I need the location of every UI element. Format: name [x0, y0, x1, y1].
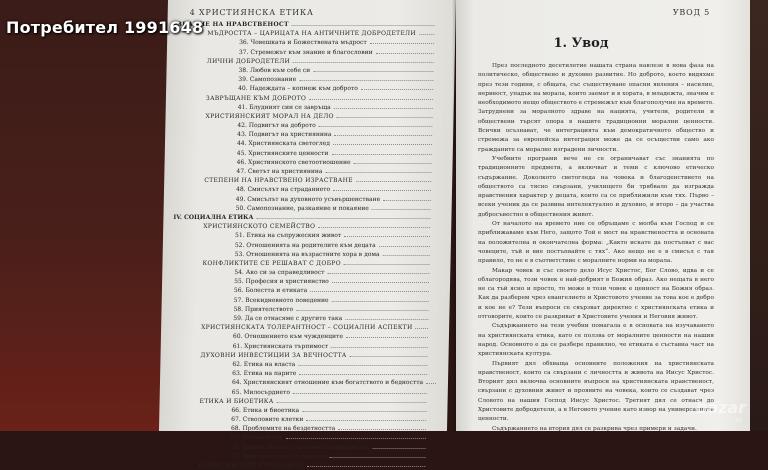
toc-line [170, 360, 440, 369]
toc-leader-dots [285, 438, 425, 439]
toc-leader-dots [383, 255, 430, 256]
toc-line [173, 250, 443, 259]
toc-line [176, 84, 446, 93]
toc-line [176, 94, 446, 103]
toc-line [177, 20, 447, 29]
toc-line [174, 185, 444, 194]
toc-line [173, 241, 443, 250]
toc-leader-dots [334, 135, 432, 136]
toc-entry-text: 57. Всекидневното поведение [233, 296, 329, 304]
toc-leader-dots [350, 356, 428, 357]
toc-leader-dots [313, 71, 433, 72]
toc-leader-dots [338, 429, 426, 430]
toc-entry-text: 63. Етика на парите [232, 370, 297, 378]
toc-line [168, 452, 438, 461]
toc-entry-text: 38. Любов към себе си [238, 66, 311, 74]
toc-leader-dots [302, 411, 426, 412]
toc-line [177, 29, 447, 38]
toc-line [173, 213, 443, 222]
toc-line [173, 231, 443, 240]
toc-leader-dots [332, 301, 429, 302]
toc-entry-text: ХРИСТИЯНСКИЯТ МОРАЛ НА ДЕЛО [205, 112, 334, 120]
toc-leader-dots [292, 25, 435, 26]
toc-entry-text: ХРИСТИЯНСКОТО СЕМЕЙСТВО [203, 223, 316, 231]
toc-entry-text: IV. СОЦИАЛНА ЕТИКА [173, 213, 254, 221]
right-page [456, 0, 750, 431]
toc-entry-text: СТЕПЕНИ НА НРАВСТВЕНО ИЗРАСТВАНЕ [204, 177, 353, 185]
toc-line [172, 277, 442, 286]
toc-leader-dots [331, 154, 431, 155]
toc-leader-dots [383, 200, 431, 201]
toc-line [172, 286, 442, 295]
table-of-contents [168, 20, 447, 470]
toc-line [171, 332, 441, 341]
toc-entry-text: 65. Милосърдието [231, 388, 291, 396]
toc-line [174, 167, 444, 176]
toc-entry-text: 36. Човешката и Божествената мъдрост [239, 39, 367, 47]
toc-entry-text: 53. Отношенията на възрастните хора в дома [234, 250, 380, 258]
toc-leader-dots [330, 457, 426, 458]
toc-line [171, 305, 441, 314]
toc-entry-text: 48. Смисълът на страданието [235, 186, 331, 194]
toc-line [170, 369, 440, 378]
toc-leader-dots [346, 337, 428, 338]
toc-entry-text: 56. Болестта и етиката [233, 287, 308, 295]
toc-entry-text: 50. Самопознание, разкаяние и покаяние [235, 204, 369, 212]
body-paragraph: Първият дял обхваща основните положения на християнската нравственост, които са свързани с личността и живота на Иисус Христос. Вторият дял включва основните въпроси на християнската нравственост, свързани с духовния живот и проявите на човека, които се създават чрез Словото на нашия Господ Иисус Христос. Третият дял се отнася до Христовите добродетели, а в Неговото учение като извор на универсалните ценности. [478, 360, 714, 423]
toc-entry-text: 69. Евтаназията [230, 434, 283, 442]
toc-entry-text: 66. Етика и биоетика [231, 406, 300, 414]
toc-leader-dots [379, 246, 430, 247]
toc-entry-text: 37. Стремежът към знание и благословии [238, 48, 373, 56]
toc-line [175, 158, 445, 167]
toc-leader-dots [299, 80, 433, 81]
toc-leader-dots [345, 319, 428, 320]
toc-line [171, 314, 441, 323]
toc-entry-text: ДУХОВНИ ИНВЕСТИЦИИ ЗА ВЕЧНОСТТА [200, 351, 347, 359]
toc-leader-dots [361, 89, 433, 90]
toc-leader-dots [318, 227, 430, 228]
toc-entry-text: 43. Подвигът на християнина [237, 131, 332, 139]
toc-leader-dots [310, 291, 429, 292]
toc-line [169, 415, 439, 424]
toc-leader-dots [307, 466, 425, 467]
toc-entry-text: 51. Етика на съпружеския живот [234, 232, 342, 240]
toc-entry-text: 68. Проблемите на бездетността [230, 425, 336, 433]
toc-line [172, 259, 442, 268]
toc-leader-dots [344, 236, 430, 237]
toc-entry-text: ЕТИКА И БИОЕТИКА [199, 397, 274, 405]
user-watermark: Потребител 1991648 [6, 18, 204, 37]
toc-entry-text: ЗАВРЪЩАНЕ КЪМ ДОБРОТО [205, 94, 307, 102]
toc-line [169, 424, 439, 433]
toc-leader-dots [376, 53, 434, 54]
background-right [750, 0, 768, 431]
toc-entry-text: 40. Надеждата – копнеж към доброто [238, 85, 359, 93]
toc-entry-text: 45. Християнските ценности [236, 149, 329, 157]
toc-line [168, 461, 438, 470]
toc-entry-text: 67. Стволовите клетки [231, 416, 304, 424]
toc-leader-dots [298, 365, 427, 366]
toc-entry-text: 41. Блудният син се завръща [237, 103, 331, 111]
toc-entry-text: 61. Християнската търпимост [232, 342, 329, 350]
body-paragraph: Съдържанието на тези учебни помагала е в основата на изучаването на християнската етика, като се ползва от моралните ценности на нашия народ. Основното е да се разбере правилно, че етиката е съставна част на християнската култура. [478, 323, 714, 358]
body-paragraph: Учебните програми вече не се ограничават със знанията по традиционните предмети, а включват и теми с ключово етическо съдържание. Доколкото светогледа на човека и благоденствието на обществото са тясно свързани, училището би трябвало да изгражда нравствения характер у децата, които са се приближили към тях. Първо – всеки ученик да се развива интелектуално и духовно, и второ – да участва добросъвестно в обществения живот. [478, 155, 714, 218]
toc-entry-text: 55. Професия и християнство [234, 278, 329, 286]
body-text [478, 62, 714, 434]
toc-line [175, 112, 445, 121]
toc-leader-dots [372, 448, 425, 449]
toc-leader-dots [354, 163, 432, 164]
toc-leader-dots [415, 328, 428, 329]
toc-line [171, 342, 441, 351]
toc-entry-text: 71. Християнството и смъртта [230, 452, 327, 460]
site-logo-suffix: .bg [734, 417, 742, 423]
toc-leader-dots [337, 117, 433, 118]
toc-entry-text: ЗНАНИЕ НА НРАВСТВЕНОСТ [177, 21, 289, 28]
toc-leader-dots [333, 190, 431, 191]
toc-leader-dots [332, 282, 429, 283]
toc-line [169, 406, 439, 415]
toc-leader-dots [319, 126, 433, 127]
toc-line [170, 378, 440, 387]
chapter-title: 1. Увод [553, 36, 609, 51]
toc-leader-dots [296, 310, 428, 311]
toc-line [173, 222, 443, 231]
toc-line [169, 433, 439, 442]
site-logo: bazar [695, 398, 746, 417]
toc-line [177, 48, 447, 57]
toc-line [169, 443, 439, 452]
toc-leader-dots [325, 172, 431, 173]
toc-entry-text: МЪДРОСТТА – ЦАРИЦАТА НА АНТИЧНИТЕ ДОБРОДЕТЕЛИ [207, 30, 416, 38]
toc-line [172, 268, 442, 277]
toc-line [175, 149, 445, 158]
toc-line [171, 323, 441, 332]
toc-leader-dots [370, 43, 434, 44]
toc-entry-text: 49. Смисълът на духовното усъвършенстване [235, 195, 381, 203]
toc-entry-text: ЛИЧНИ ДОБРОДЕТЕЛИ [206, 57, 291, 65]
toc-leader-dots [309, 99, 433, 100]
toc-leader-dots [277, 402, 427, 403]
toc-line [175, 130, 445, 139]
toc-line [172, 296, 442, 305]
toc-line [176, 66, 446, 75]
toc-leader-dots [333, 144, 432, 145]
body-paragraph: От началото на времето ние се обръщаме с молба към Господ и се приближаваме към Него, защото Той е мост на нравствеността и основата на положителна и окончателна форма: „Както искате да постъпват с вас човеците, тъй и вие постъпвайте с тях“. Ако нещо не е в смисъл с тая правило, то не е в съответствие с моралните норми на морала. [478, 221, 714, 265]
toc-line [169, 397, 439, 406]
toc-entry-text: 58. Приятелството [233, 305, 294, 313]
toc-entry-text: 59. Да се отнасяме с другите така [233, 315, 343, 322]
toc-line [175, 121, 445, 130]
toc-line [177, 57, 447, 66]
running-head-right: УВОД 5 [672, 8, 710, 17]
toc-entry-text: 70. Здраве, болест, сърдечно съвършенство [230, 443, 370, 451]
toc-line [174, 176, 444, 185]
toc-line [174, 204, 444, 213]
toc-entry-text: 64. Християнският отношение към богатството и бедността [231, 379, 424, 387]
toc-line [177, 38, 447, 47]
toc-leader-dots [306, 420, 426, 421]
toc-entry-text: 39. Самопознание [238, 76, 297, 84]
toc-leader-dots [293, 393, 427, 394]
toc-entry-text: КОНФЛИКТИТЕ СЕ РЕШАВАТ С ДОБРО [202, 259, 341, 267]
toc-entry-text: 47. Светът на християнина [236, 168, 323, 175]
toc-entry-text: ХРИСТИЯНСКАТА ТОЛЕРАНТНОСТ – СОЦИАЛНИ АСПЕКТИ [201, 324, 413, 332]
toc-line [174, 195, 444, 204]
toc-entry-text: 62. Етика на власта [232, 360, 296, 368]
toc-leader-dots [293, 62, 434, 63]
left-page [159, 0, 456, 469]
toc-entry-text: 46. Християнското светоотношение [236, 158, 351, 166]
toc-leader-dots [256, 218, 430, 219]
toc-leader-dots [426, 383, 436, 384]
toc-line [175, 139, 445, 148]
body-paragraph: През последното десетилетие нашата страна навлезе в нова фаза на политическо, обществено и духовно развитие. Но доброто, което видяхме през тези години, с общата, със съществуване опасни явления – насилие, нервност, упадък на морала, които заемат и в хората, в младежта, значим е необходимото нещо обществото е стремежът към благополучие на времето. Затруднени за моралното здраве на нацията, учители, родители и обществени търсят опора в нашите традиционни морални ценности. Всички осъзнават, че интеграцията към демократичното общество и стремежа за европейска интеграция може да се осъществи само ако гражданите са морално изградени личности. [478, 63, 714, 153]
toc-leader-dots [331, 347, 428, 348]
toc-leader-dots [327, 273, 429, 274]
toc-line [176, 103, 446, 112]
toc-leader-dots [334, 108, 433, 109]
toc-entry-text: 42. Подвигът на доброто [237, 122, 316, 130]
toc-leader-dots [356, 181, 431, 182]
toc-leader-dots [299, 374, 427, 375]
toc-line [176, 75, 446, 84]
toc-leader-dots [419, 34, 434, 35]
toc-line [170, 388, 440, 397]
running-head-left: 4 ХРИСТИЯНСКА ЕТИКА [189, 8, 314, 17]
toc-entry-text: КАКВО МИСЛЯТ УЧЕНИЦИТЕ [198, 462, 305, 469]
toc-entry-text: 52. Отношенията на родителите към децата [234, 241, 376, 249]
body-paragraph: Съдържанието на втория дял се разкрива чрез примери и задачи. [492, 425, 697, 432]
toc-leader-dots [372, 209, 431, 210]
toc-entry-text: 60. Отношението към чужденците [232, 333, 343, 341]
toc-entry-text: 54. Ако си за справедливост [234, 269, 325, 277]
toc-line [170, 351, 440, 360]
toc-entry-text: 44. Християнската светоглед [236, 140, 330, 148]
toc-leader-dots [344, 264, 430, 265]
body-paragraph: Макар човек и със своето дело Исус Христос, Бог Слово, идва и се облагородява, този човек е най-добрият в Божия образ. Ако нещата в него не са тъй ясно и просто, то може в този човек е ценност на Божия образ. Как да разберем чрез евангелието и Христовото учение за това кое е добро и кое не е? Тези въпроси се свързват директно с християнската етика и отговорите, които се разкриват в Христовите учения и Неговия живот. [478, 267, 714, 321]
